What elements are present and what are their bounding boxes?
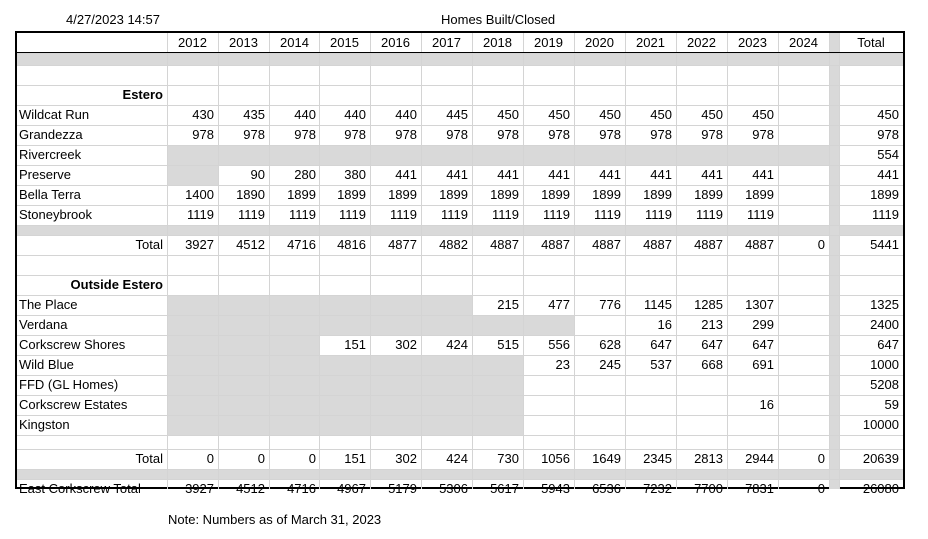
timestamp: 4/27/2023 14:57	[66, 12, 160, 27]
grid-vline	[370, 33, 371, 489]
value-cell: 441	[599, 167, 621, 182]
value-cell: 1119	[594, 207, 621, 222]
value-cell: 1119	[696, 207, 723, 222]
value-cell: 2813	[694, 451, 723, 466]
grid-vline	[421, 33, 422, 489]
row-label: Bella Terra	[19, 187, 81, 202]
value-cell: 151	[344, 451, 366, 466]
grid-vline	[167, 33, 168, 489]
grid-vline	[523, 33, 524, 489]
value-cell: 730	[497, 451, 519, 466]
value-cell: 424	[446, 451, 468, 466]
value-cell: 450	[599, 107, 621, 122]
value-cell: 4716	[287, 237, 316, 252]
value-cell: 6536	[592, 481, 621, 496]
total-separator-band	[829, 33, 839, 489]
value-cell: 4887	[490, 237, 519, 252]
value-cell: 978	[192, 127, 214, 142]
grid-hline	[17, 255, 903, 256]
value-cell: 5441	[870, 237, 899, 252]
value-cell: 1119	[645, 207, 672, 222]
value-cell: 5943	[541, 481, 570, 496]
value-cell: 435	[243, 107, 265, 122]
value-cell: 1325	[870, 297, 899, 312]
row-label: Corkscrew Shores	[19, 337, 126, 352]
value-cell: 26080	[862, 481, 899, 496]
value-cell: 4887	[694, 237, 723, 252]
value-cell: 20639	[862, 451, 899, 466]
value-cell: 1400	[185, 187, 214, 202]
value-cell: 537	[650, 357, 672, 372]
value-cell: 1899	[287, 187, 316, 202]
value-cell: 1119	[872, 207, 899, 222]
shaded-empty-cells	[167, 355, 523, 375]
row-label: Verdana	[19, 317, 68, 332]
value-cell: 978	[650, 127, 672, 142]
value-cell: 213	[701, 317, 723, 332]
value-cell: 691	[752, 357, 774, 372]
value-cell: 245	[599, 357, 621, 372]
value-cell: 302	[395, 337, 417, 352]
value-cell: 2944	[745, 451, 774, 466]
value-cell: 1899	[541, 187, 570, 202]
value-cell: 1119	[492, 207, 519, 222]
grid-vline	[829, 33, 830, 489]
value-cell: 380	[344, 167, 366, 182]
grid-vline	[218, 33, 219, 489]
value-cell: 4887	[592, 237, 621, 252]
value-cell: 1119	[289, 207, 316, 222]
value-cell: 1899	[439, 187, 468, 202]
row-label: Grandezza	[19, 127, 83, 142]
value-cell: 1890	[236, 187, 265, 202]
column-header: 2024	[789, 35, 818, 50]
value-cell: 978	[877, 127, 899, 142]
column-header: 2013	[229, 35, 258, 50]
value-cell: 450	[650, 107, 672, 122]
value-cell: 424	[446, 337, 468, 352]
value-cell: 3927	[185, 237, 214, 252]
value-cell: 4887	[643, 237, 672, 252]
value-cell: 668	[701, 357, 723, 372]
grid-vline	[625, 33, 626, 489]
value-cell: 978	[395, 127, 417, 142]
value-cell: 2345	[643, 451, 672, 466]
row-label: Corkscrew Estates	[19, 397, 128, 412]
value-cell: 1307	[745, 297, 774, 312]
value-cell: 450	[877, 107, 899, 122]
column-header: 2014	[280, 35, 309, 50]
value-cell: 0	[817, 451, 825, 466]
value-cell: 1000	[870, 357, 899, 372]
value-cell: 978	[344, 127, 366, 142]
value-cell: 978	[548, 127, 570, 142]
row-label: FFD (GL Homes)	[19, 377, 119, 392]
value-cell: 441	[548, 167, 570, 182]
grid-vline	[269, 33, 270, 489]
value-cell: 647	[650, 337, 672, 352]
value-cell: 4882	[439, 237, 468, 252]
shaded-empty-cells	[167, 375, 523, 395]
value-cell: 1119	[441, 207, 468, 222]
grid-hline	[17, 469, 903, 470]
value-cell: 450	[752, 107, 774, 122]
value-cell: 5617	[490, 481, 519, 496]
row-label: Stoneybrook	[19, 207, 92, 222]
shaded-empty-cells	[167, 415, 523, 435]
value-cell: 90	[250, 167, 265, 182]
column-header: 2020	[585, 35, 614, 50]
value-cell: 16	[657, 317, 672, 332]
value-cell: 440	[294, 107, 316, 122]
value-cell: 647	[752, 337, 774, 352]
value-cell: 776	[599, 297, 621, 312]
grid-vline	[574, 33, 575, 489]
footnote: Note: Numbers as of March 31, 2023	[168, 512, 382, 527]
value-cell: 0	[257, 451, 265, 466]
value-cell: 1285	[694, 297, 723, 312]
value-cell: 1899	[745, 187, 774, 202]
value-cell: 647	[877, 337, 899, 352]
grid-vline	[727, 33, 728, 489]
column-header: 2015	[330, 35, 359, 50]
value-cell: 978	[701, 127, 723, 142]
row-label: Wildcat Run	[19, 107, 90, 122]
value-cell: 556	[548, 337, 570, 352]
value-cell: 441	[446, 167, 468, 182]
value-cell: 430	[192, 107, 214, 122]
value-cell: 59	[884, 397, 899, 412]
value-cell: 1899	[643, 187, 672, 202]
value-cell: 299	[752, 317, 774, 332]
value-cell: 10000	[862, 417, 899, 432]
value-cell: 1899	[870, 187, 899, 202]
value-cell: 7232	[643, 481, 672, 496]
total-label: Total	[135, 237, 163, 252]
value-cell: 978	[243, 127, 265, 142]
value-cell: 441	[701, 167, 723, 182]
grid-vline	[676, 33, 677, 489]
grid-hline	[17, 225, 903, 226]
value-cell: 441	[650, 167, 672, 182]
value-cell: 1119	[187, 207, 214, 222]
grid-vline	[472, 33, 473, 489]
row-label: Preserve	[19, 167, 72, 182]
value-cell: 1899	[490, 187, 519, 202]
value-cell: 628	[599, 337, 621, 352]
value-cell: 450	[497, 107, 519, 122]
grid-hline	[17, 53, 903, 54]
grid-vline	[319, 33, 320, 489]
value-cell: 1119	[390, 207, 417, 222]
column-header: 2019	[534, 35, 563, 50]
row-label: Rivercreek	[19, 147, 82, 162]
value-cell: 450	[701, 107, 723, 122]
value-cell: 215	[497, 297, 519, 312]
grid-vline	[778, 33, 779, 489]
value-cell: 4887	[745, 237, 774, 252]
value-cell: 4716	[287, 481, 316, 496]
shaded-separator-row	[17, 225, 903, 235]
shaded-separator-row	[17, 469, 903, 479]
value-cell: 978	[599, 127, 621, 142]
column-header: 2022	[687, 35, 716, 50]
value-cell: 441	[497, 167, 519, 182]
value-cell: 647	[701, 337, 723, 352]
spreadsheet-grid	[15, 31, 905, 496]
value-cell: 0	[308, 451, 316, 466]
value-cell: 5179	[388, 481, 417, 496]
value-cell: 1119	[747, 207, 774, 222]
value-cell: 4512	[236, 481, 265, 496]
value-cell: 151	[344, 337, 366, 352]
value-cell: 1899	[694, 187, 723, 202]
shaded-empty-cells	[167, 145, 829, 165]
section-heading: Outside Estero	[70, 277, 163, 292]
shaded-empty-cells	[167, 335, 319, 355]
shaded-separator-row	[17, 53, 903, 65]
value-cell: 5306	[439, 481, 468, 496]
value-cell: 7831	[745, 481, 774, 496]
value-cell: 16	[759, 397, 774, 412]
value-cell: 515	[497, 337, 519, 352]
value-cell: 0	[817, 237, 825, 252]
value-cell: 5208	[870, 377, 899, 392]
sheet-title: Homes Built/Closed	[441, 12, 556, 27]
value-cell: 441	[395, 167, 417, 182]
value-cell: 441	[752, 167, 774, 182]
value-cell: 4816	[337, 237, 366, 252]
value-cell: 1119	[339, 207, 366, 222]
value-cell: 23	[555, 357, 570, 372]
value-cell: 1649	[592, 451, 621, 466]
grand-total-label: East Corkscrew Total	[19, 481, 141, 496]
column-header: 2012	[178, 35, 207, 50]
section-heading: Estero	[122, 87, 163, 102]
value-cell: 1899	[592, 187, 621, 202]
row-label: Kingston	[19, 417, 70, 432]
value-cell: 1119	[543, 207, 570, 222]
value-cell: 1899	[337, 187, 366, 202]
value-cell: 4877	[388, 237, 417, 252]
value-cell: 4887	[541, 237, 570, 252]
value-cell: 2400	[870, 317, 899, 332]
value-cell: 445	[446, 107, 468, 122]
value-cell: 4967	[337, 481, 366, 496]
grid-hline	[17, 435, 903, 436]
column-header: Total	[857, 35, 885, 50]
value-cell: 440	[395, 107, 417, 122]
column-header: 2023	[738, 35, 767, 50]
value-cell: 4512	[236, 237, 265, 252]
value-cell: 554	[877, 147, 899, 162]
value-cell: 978	[752, 127, 774, 142]
total-label: Total	[135, 451, 163, 466]
value-cell: 280	[294, 167, 316, 182]
value-cell: 441	[877, 167, 899, 182]
value-cell: 440	[344, 107, 366, 122]
row-label: The Place	[19, 297, 78, 312]
grid-hline	[17, 65, 903, 66]
value-cell: 302	[395, 451, 417, 466]
value-cell: 0	[206, 451, 214, 466]
value-cell: 450	[548, 107, 570, 122]
shaded-empty-cells	[167, 395, 523, 415]
column-header: 2017	[432, 35, 461, 50]
value-cell: 3927	[185, 481, 214, 496]
column-header: 2021	[636, 35, 665, 50]
value-cell: 7700	[694, 481, 723, 496]
value-cell: 978	[497, 127, 519, 142]
value-cell: 1119	[238, 207, 265, 222]
value-cell: 0	[817, 481, 825, 496]
column-header: 2016	[381, 35, 410, 50]
row-label: Wild Blue	[19, 357, 74, 372]
value-cell: 1056	[541, 451, 570, 466]
value-cell: 477	[548, 297, 570, 312]
value-cell: 1899	[388, 187, 417, 202]
column-header: 2018	[483, 35, 512, 50]
shaded-empty-cells	[167, 165, 218, 185]
value-cell: 1145	[644, 297, 672, 312]
value-cell: 978	[294, 127, 316, 142]
value-cell: 978	[446, 127, 468, 142]
